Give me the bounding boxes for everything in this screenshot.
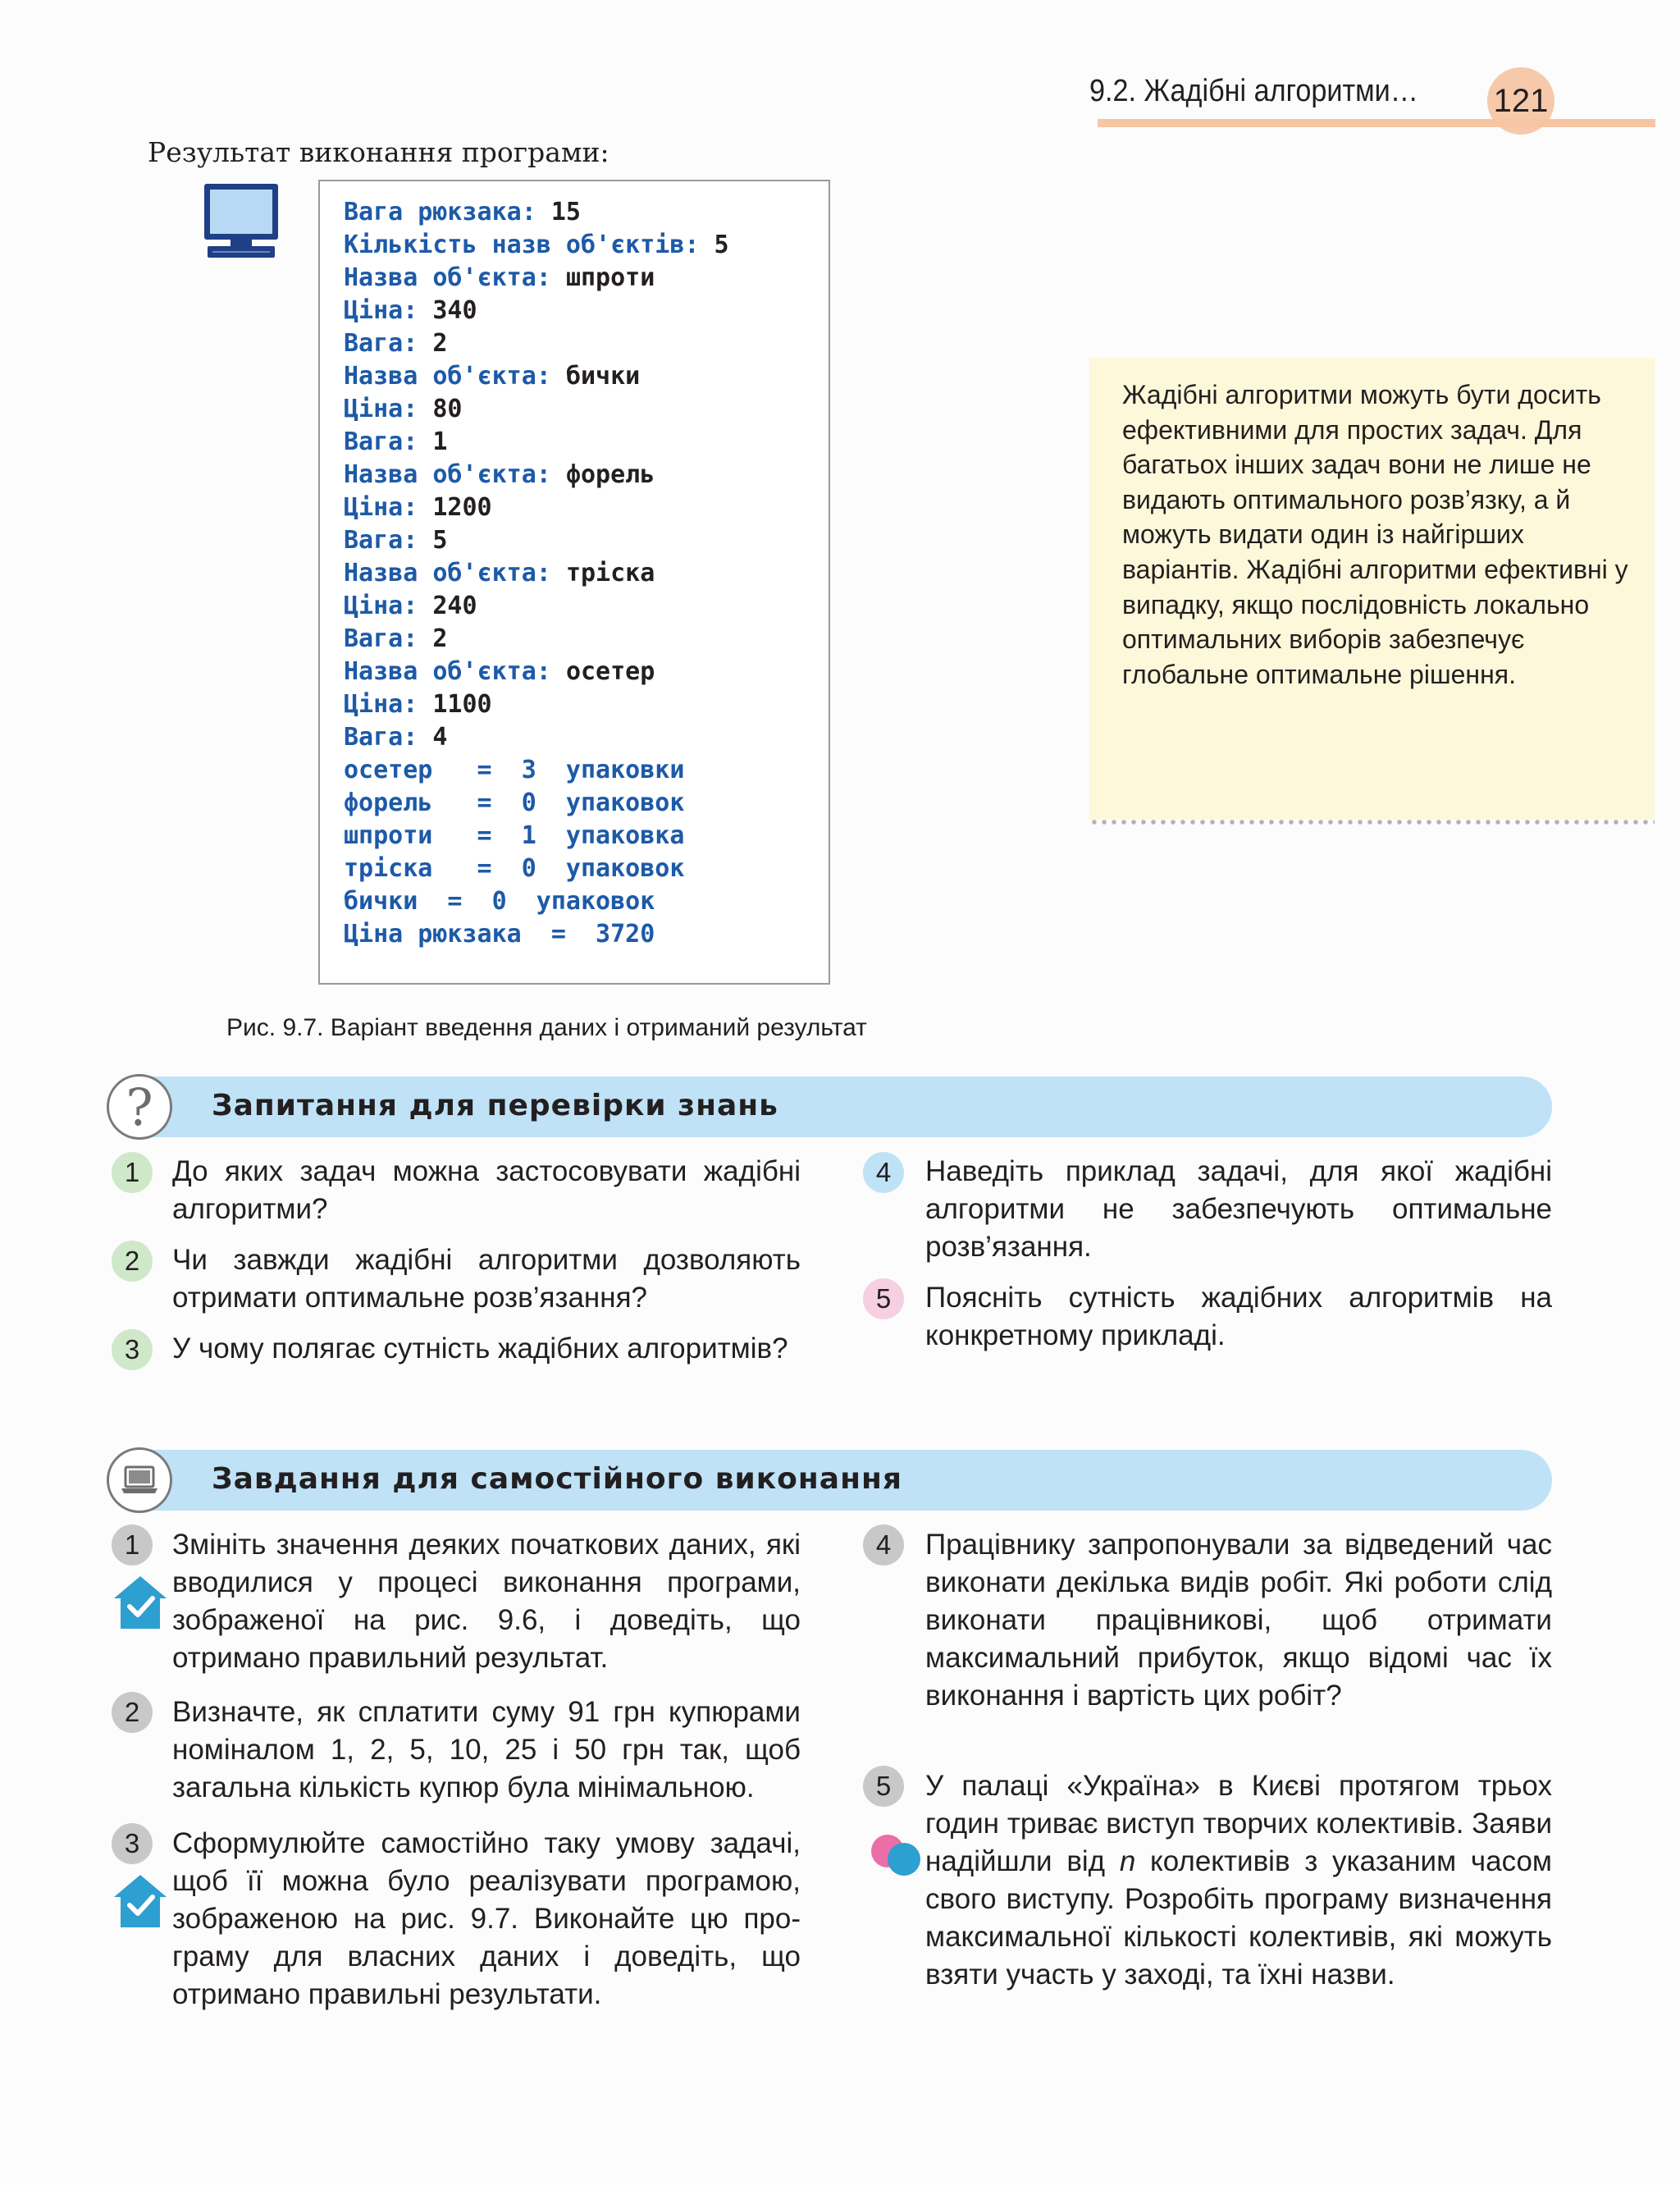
monitor-icon — [201, 182, 281, 261]
result-label: Результат виконання програми: — [148, 136, 609, 168]
svg-text:?: ? — [126, 1081, 153, 1133]
output-line-value: 15 — [550, 198, 581, 226]
program-output-line — [344, 688, 492, 721]
program-output-line — [344, 656, 655, 688]
output-line-value: бички — [565, 362, 641, 391]
task-3-number: 3 — [112, 1823, 153, 1864]
program-output-line — [344, 820, 684, 853]
output-line-label: Ціна рюкзака = 3720 — [344, 920, 655, 949]
question-2-text: Чи завжди жадібні алгоритми дозволяють отримати оптимальне розв’язання? — [172, 1244, 801, 1314]
question-4-number: 4 — [863, 1152, 904, 1193]
program-output-line — [344, 360, 640, 393]
task-5-text — [925, 1767, 1552, 1994]
page-number: 121 — [1487, 67, 1554, 135]
output-line-label: Назва об'єкта: — [344, 263, 551, 292]
task-5-text-start: У палаці «Україна» в Києві протягом трьох годин триває виступ творчих колективів. Заяви надійшли від — [925, 1770, 1552, 1877]
question-3-text: У чому полягає сутність жадібних алгоритмів? — [172, 1332, 788, 1364]
output-line-value: 340 — [432, 296, 477, 325]
output-line-label: Вага рюкзака: — [344, 198, 536, 226]
output-line-value: 1 — [432, 427, 448, 456]
output-line-label: бички = 0 упаковок — [344, 887, 655, 916]
program-output-box — [318, 180, 830, 985]
question-5-text: Поясніть сутність жадібних алгоритмів на конкретному прикладі. — [925, 1282, 1552, 1351]
program-output-line — [344, 196, 581, 229]
output-line-value: 240 — [432, 592, 477, 620]
output-line-label: тріска = 0 упаковок — [344, 854, 685, 883]
output-line-label: Вага: — [344, 427, 418, 456]
program-output-line — [344, 295, 477, 327]
program-output-line — [344, 327, 447, 360]
question-2-number: 2 — [112, 1241, 153, 1282]
question-1-number: 1 — [112, 1152, 153, 1193]
output-line-value: осетер — [565, 657, 655, 686]
question-5-number: 5 — [863, 1278, 904, 1319]
output-line-value: 80 — [432, 395, 463, 423]
task-3-text: Сформулюйте самостійно таку умову задачі, щоб її можна було реалізувати програмою, зображеною на рис. 9.7. Виконайте цю програму для власних даних і доведіть, що отримано правильні результати. — [172, 1827, 801, 2010]
output-line-value: 5 — [714, 231, 729, 259]
laptop-icon — [107, 1447, 172, 1513]
question-mark-icon — [107, 1074, 172, 1140]
program-output-line — [344, 229, 729, 262]
output-line-label: Вага: — [344, 329, 418, 358]
output-line-value: 4 — [432, 723, 448, 752]
output-line-value: 1200 — [432, 493, 492, 522]
side-note-divider — [1089, 820, 1655, 825]
output-line-label: Ціна: — [344, 296, 418, 325]
program-output-line — [344, 491, 492, 524]
program-output-line — [344, 459, 655, 491]
output-line-value: форель — [565, 460, 655, 489]
output-line-label: Назва об'єкта: — [344, 559, 551, 587]
program-output-line — [344, 853, 684, 885]
output-line-label: Ціна: — [344, 592, 418, 620]
task-5-variable: n — [1119, 1845, 1136, 1877]
program-output-line — [344, 557, 655, 590]
output-line-label: Вага: — [344, 723, 418, 752]
task-5-number: 5 — [863, 1766, 904, 1807]
tasks-section-title: Завдання для самостійного виконання — [212, 1462, 902, 1496]
output-line-label: Ціна: — [344, 493, 418, 522]
output-line-label: Ціна: — [344, 690, 418, 719]
program-output-line — [344, 721, 447, 754]
task-2-number: 2 — [112, 1692, 153, 1733]
figure-caption: Рис. 9.7. Варіант введення даних і отриманий результат — [226, 1014, 867, 1041]
program-output-line — [344, 885, 655, 918]
output-line-label: осетер = 3 упаковки — [344, 756, 685, 784]
output-line-label: Ціна: — [344, 395, 418, 423]
output-line-label: Кількість назв об'єктів: — [344, 231, 700, 259]
task-5-text-end: колективів з указаним часом свого виступу. Розробіть програму визначення максимальної кількості колективів, які можуть взяти участь у заході, та їхні назви. — [925, 1845, 1552, 1991]
program-output-line — [344, 754, 684, 787]
task-4-text: Працівнику запропонували за відведений час виконати декілька видів робіт. Які роботи слід виконати працівникові, щоб отримати максимальний прибуток, якщо відомі час їх виконання і вартість цих робіт? — [925, 1529, 1552, 1712]
output-line-label: Назва об'єкта: — [344, 657, 551, 686]
program-output-line — [344, 262, 655, 295]
program-output-line — [344, 524, 447, 557]
home-check-icon — [112, 1574, 169, 1631]
side-note — [1089, 358, 1655, 820]
task-1-number: 1 — [112, 1524, 153, 1566]
home-check-icon — [112, 1872, 169, 1930]
output-line-label: форель = 0 упаковок — [344, 789, 685, 817]
output-line-label: Назва об'єкта: — [344, 460, 551, 489]
output-line-label: шпроти = 1 упаковка — [344, 821, 685, 850]
program-output-line — [344, 623, 447, 656]
task-1-text: Змініть значення деяких початкових даних, які вводилися у процесі виконання програми, зображеної на рис. 9.6, і доведіть, що отримано правильний результат. — [172, 1529, 801, 1674]
running-header-title: 9.2. Жадібні алгоритми… — [1089, 74, 1418, 108]
question-4-text: Наведіть приклад задачі, для якої жадібні алгоритми не забезпечують оптимальне розв’язання. — [925, 1155, 1552, 1263]
task-4-number: 4 — [863, 1524, 904, 1566]
question-3-number: 3 — [112, 1329, 153, 1370]
output-line-value: 5 — [432, 526, 448, 555]
questions-section-title: Запитання для перевірки знань — [212, 1089, 778, 1122]
output-line-value: 1100 — [432, 690, 492, 719]
program-output-line — [344, 393, 463, 426]
output-line-value: шпроти — [565, 263, 655, 292]
header-rule — [1098, 119, 1655, 127]
question-1-text: До яких задач можна застосовувати жадібні алгоритми? — [172, 1155, 801, 1225]
output-line-label: Вага: — [344, 624, 418, 653]
program-output-line — [344, 426, 447, 459]
output-line-value: 2 — [432, 624, 448, 653]
program-output-line — [344, 787, 684, 820]
task-2-text: Визначте, як сплатити суму 91 грн купюрами номіналом 1, 2, 5, 10, 25 і 50 грн так, щоб загальна кількість купюр була мінімальною. — [172, 1696, 801, 1803]
output-line-label: Назва об'єкта: — [344, 362, 551, 391]
output-line-value: 2 — [432, 329, 448, 358]
side-note-text: Жадібні алгоритми можуть бути досить ефективними для простих задач. Для багатьох інших задач вони не лише не видають оптимального розв’язку, а й можуть видати один із найгірших варіантів. Жадібні алгоритми ефективні у випадку, якщо послідовність локально оптимальних виборів забезпечує глобальне оптимальне рішення. — [1122, 380, 1628, 689]
two-circles-icon — [868, 1831, 925, 1881]
program-output-line — [344, 590, 477, 623]
output-line-label: Вага: — [344, 526, 418, 555]
program-output-line — [344, 918, 655, 951]
output-line-value: тріска — [565, 559, 655, 587]
